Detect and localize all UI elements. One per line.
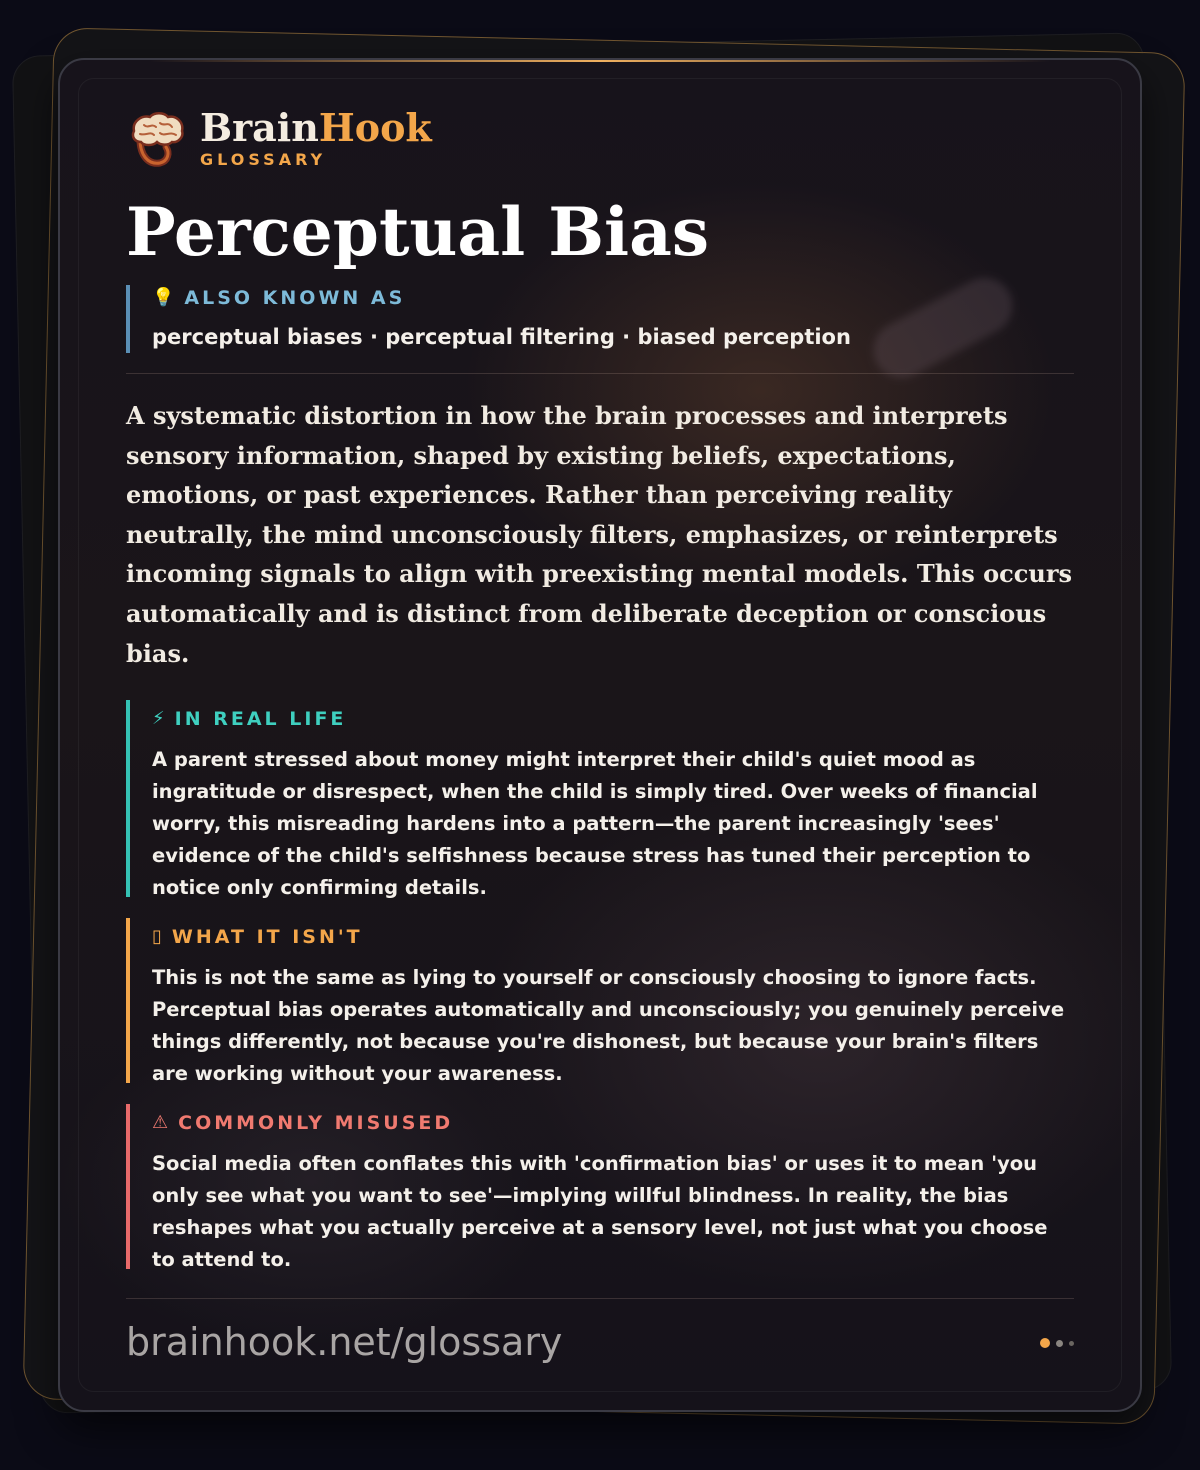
footer-url: brainhook.net/glossary	[126, 1320, 563, 1364]
in-real-life-text: A parent stressed about money might interpret their child's quiet mood as ingratitude or disrespect, when the child is simply tired. Over weeks of financial worry, this misreading hardens into a pattern—the parent increasingly 'sees' evidence of the child's selfishness because stress has tuned their perception to notice only confirming details.	[152, 748, 1038, 899]
also-known-as-block	[126, 285, 1052, 353]
top-glow-line	[150, 60, 1050, 62]
page-dot	[1056, 1340, 1063, 1347]
commonly-misused-block	[126, 1104, 1082, 1269]
glossary-card	[58, 58, 1142, 1412]
lightning-icon: ⚡	[152, 708, 165, 729]
lightbulb-icon: 💡	[152, 287, 175, 308]
brand-name	[200, 105, 432, 150]
page-dot-active	[1040, 1338, 1050, 1348]
in-real-life-heading	[152, 706, 1082, 732]
page-dots	[1034, 1338, 1074, 1348]
term-title: Perceptual Bias	[126, 193, 710, 271]
warning-icon: ⚠	[152, 1112, 169, 1133]
in-real-life-block	[126, 700, 1082, 897]
also-known-as-label: ALSO KNOWN AS	[184, 287, 406, 309]
what-it-isnt-block	[126, 918, 1082, 1083]
brand-name-accent: Hook	[318, 105, 432, 150]
what-it-isnt-text: This is not the same as lying to yourself or consciously choosing to ignore facts. Perceptual bias operates automatically and unconsciously; you genuinely perceive things differently, not because you're dishonest, but because your brain's filters are working without your awareness.	[152, 966, 1065, 1085]
definition-text: A systematic distortion in how the brain processes and interprets sensory information, shaped by existing beliefs, expectations, emotions, or past experiences. Rather than perceiving reality neutrally, the mind unconsciously filters, emphasizes, or reinterprets incoming signals to align with preexisting mental models. This occurs automatically and is distinct from deliberate deception or conscious bias.	[126, 401, 1073, 668]
divider	[126, 373, 1074, 374]
what-it-isnt-heading	[152, 924, 1082, 950]
commonly-misused-text: Social media often conflates this with 'confirmation bias' or uses it to mean 'you only see what you want to see'—implying willful blindness. In reality, the bias reshapes what you actually perceive at a sensory level, not just what you choose to attend to.	[152, 1152, 1048, 1271]
what-it-isnt-label: WHAT IT ISN'T	[171, 926, 363, 948]
missing-glyph-icon: ▯	[152, 926, 162, 947]
commonly-misused-heading	[152, 1110, 1082, 1136]
commonly-misused-label: COMMONLY MISUSED	[178, 1112, 454, 1134]
brand-header	[126, 105, 432, 169]
brain-hook-icon	[126, 109, 186, 169]
divider	[126, 1298, 1074, 1299]
page-dot	[1069, 1341, 1074, 1346]
brand-subtitle: GLOSSARY	[200, 150, 327, 169]
also-known-as-heading	[152, 285, 1052, 311]
also-known-as-values: perceptual biases · perceptual filtering · biased perception	[152, 325, 851, 349]
in-real-life-label: IN REAL LIFE	[174, 708, 347, 730]
brand-name-main: Brain	[200, 105, 319, 150]
